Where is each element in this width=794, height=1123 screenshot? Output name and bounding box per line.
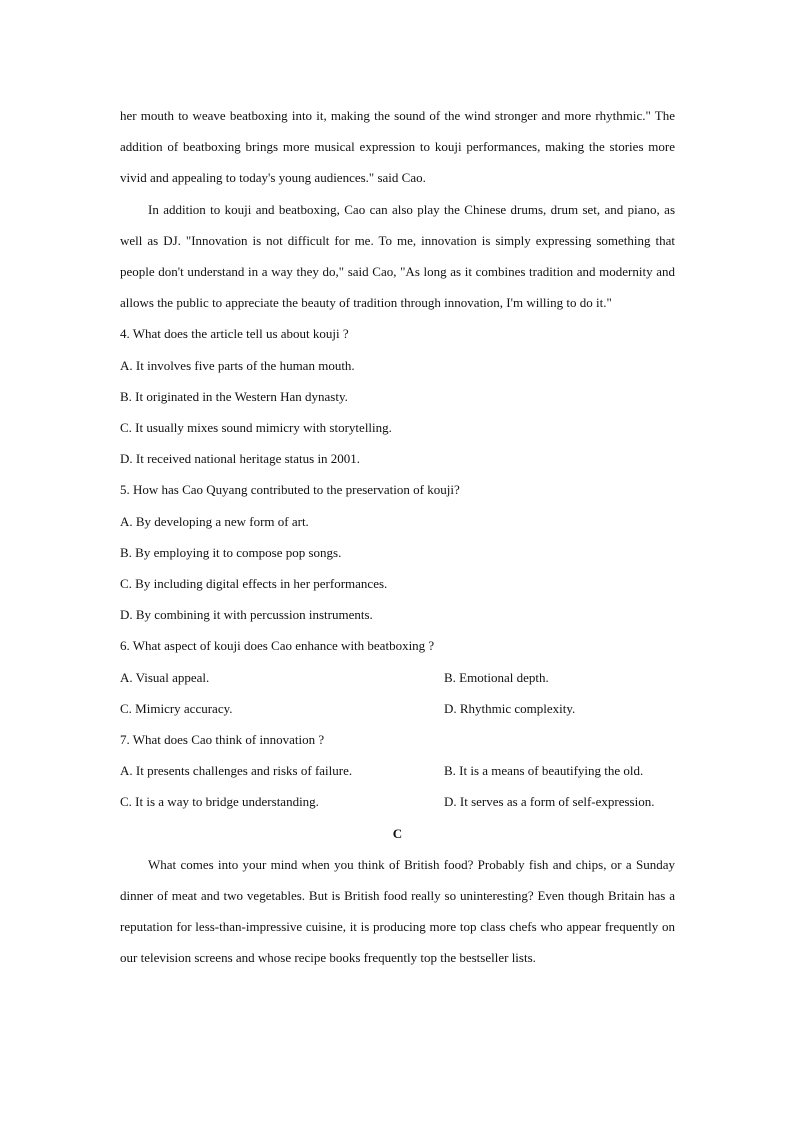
question-5-option-c: C. By including digital effects in her performances. — [120, 576, 388, 592]
question-5 — [120, 474, 675, 630]
question-4-option-a: A. It involves five parts of the human mouth. — [120, 357, 355, 373]
question-4-option-d: D. It received national heritage status in 2001. — [120, 451, 361, 467]
passage-b-paragraph-2: In addition to kouji and beatboxing, Cao can also play the Chinese drums, drum set, and piano, as well as DJ. "Innovation is not difficult for me. To me, innovation is simply expressing something that people don't understand in a way they do," said Cao, "As long as it combines tradition and modernity and allows the public to appreciate the beauty of tradition through innovation, I'm willing to do it." — [120, 201, 675, 311]
question-6 — [120, 630, 675, 724]
question-6-option-d: D. Rhythmic complexity. — [444, 700, 576, 716]
question-7-options-row-1 — [120, 755, 675, 786]
question-6-stem: 6. What aspect of kouji does Cao enhance with beatboxing ? — [120, 638, 435, 654]
question-4-option-c: C. It usually mixes sound mimicry with storytelling. — [120, 420, 392, 436]
page-content — [120, 100, 675, 974]
question-6-option-c: C. Mimicry accuracy. — [120, 700, 233, 716]
question-4-option-b: B. It originated in the Western Han dynasty. — [120, 388, 348, 404]
question-5-stem: 5. How has Cao Quyang contributed to the preservation of kouji? — [120, 482, 460, 498]
question-6-options-row-1 — [120, 662, 675, 693]
question-5-option-a: A. By developing a new form of art. — [120, 513, 309, 529]
question-5-option-d: D. By combining it with percussion instruments. — [120, 607, 373, 623]
question-7-options-row-2 — [120, 786, 675, 817]
section-c-heading: C — [392, 825, 403, 841]
question-4-stem: 4. What does the article tell us about kouji ? — [120, 326, 349, 342]
question-6-options-row-2 — [120, 693, 675, 724]
question-7-stem: 7. What does Cao think of innovation ? — [120, 732, 325, 748]
question-7 — [120, 724, 675, 818]
question-5-option-b: B. By employing it to compose pop songs. — [120, 544, 342, 560]
question-4 — [120, 318, 675, 474]
question-7-option-b: B. It is a means of beautifying the old. — [444, 763, 644, 779]
question-6-option-a: A. Visual appeal. — [120, 669, 210, 685]
question-7-option-d: D. It serves as a form of self-expression. — [444, 794, 655, 810]
section-c-paragraph-1: What comes into your mind when you think of British food? Probably fish and chips, or a Sunday dinner of meat and two vegetables. But is British food really so uninteresting? Even though Britain has a reputation for less-than-impressive cuisine, it is producing more top class chefs who appear frequently on our television screens and whose recipe books frequently top the bestseller lists. — [120, 856, 675, 966]
passage-b-paragraph-continued: her mouth to weave beatboxing into it, making the sound of the wind stronger and more rhythmic." The addition of beatboxing brings more musical expression to kouji performances, making the stories more vivid and appealing to today's young audiences." said Cao. — [120, 108, 675, 186]
question-7-option-c: C. It is a way to bridge understanding. — [120, 794, 319, 810]
question-6-option-b: B. Emotional depth. — [444, 669, 549, 685]
question-7-option-a: A. It presents challenges and risks of failure. — [120, 763, 353, 779]
